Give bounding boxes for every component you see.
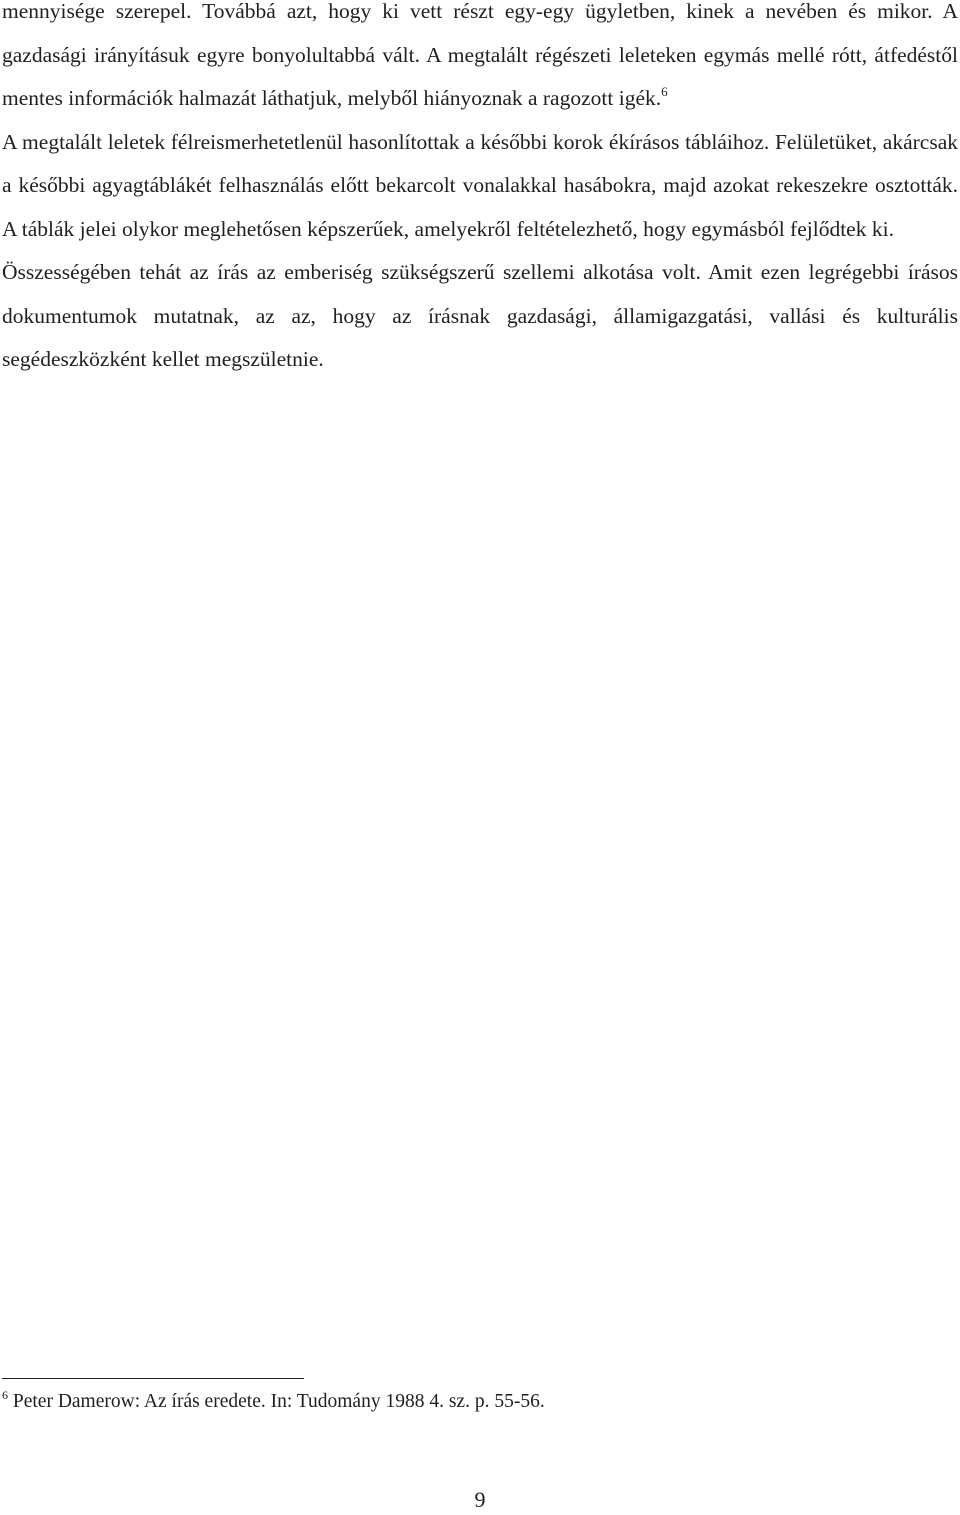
page-number: 9: [474, 1487, 486, 1512]
footnote-text: Peter Damerow: Az írás eredete. In: Tudomány 1988 4. sz. p. 55-56.: [12, 1391, 545, 1412]
body-text: [2, 0, 958, 382]
footnote-marker: 6: [2, 1388, 8, 1402]
footnote-reference[interactable]: 6: [661, 84, 668, 99]
paragraph-2: [2, 121, 958, 252]
footnote: [2, 1388, 545, 1416]
paragraph-1: [2, 0, 958, 121]
footnote-separator: [2, 1378, 304, 1379]
paragraph-3: [2, 251, 958, 382]
paragraph-3-text: Összességében tehát az írás az emberiség szükségszerű szellemi alkotása volt. Amit ezen legrégebbi írásos dokumentumok mutatnak, az az, hogy az írásnak gazdasági, államigazgatási, vallási és kulturális segédeszközként kellet megszületnie.: [2, 260, 958, 371]
paragraph-1-text: mennyisége szerepel. Továbbá azt, hogy ki vett részt egy-egy ügyletben, kinek a nevében és mikor. A gazdasági irányításuk egyre bonyolultabbá vált. A megtalált régészeti leleteken egymás mellé rótt, átfedéstől mentes információk halmazát láthatjuk, melyből hiányoznak a ragozott igék.: [2, 0, 958, 110]
paragraph-2-text: A megtalált leletek félreismerhetetlenül hasonlítottak a későbbi korok ékírásos tábláihoz. Felületüket, akárcsak a későbbi agyagtáblákét felhasználás előtt bekarcolt vonalakkal hasábokra, majd azokat rekeszekre osztották. A táblák jelei olykor meglehetősen képszerűek, amelyekről feltételezhető, hogy egymásból fejlődtek ki.: [2, 129, 958, 241]
